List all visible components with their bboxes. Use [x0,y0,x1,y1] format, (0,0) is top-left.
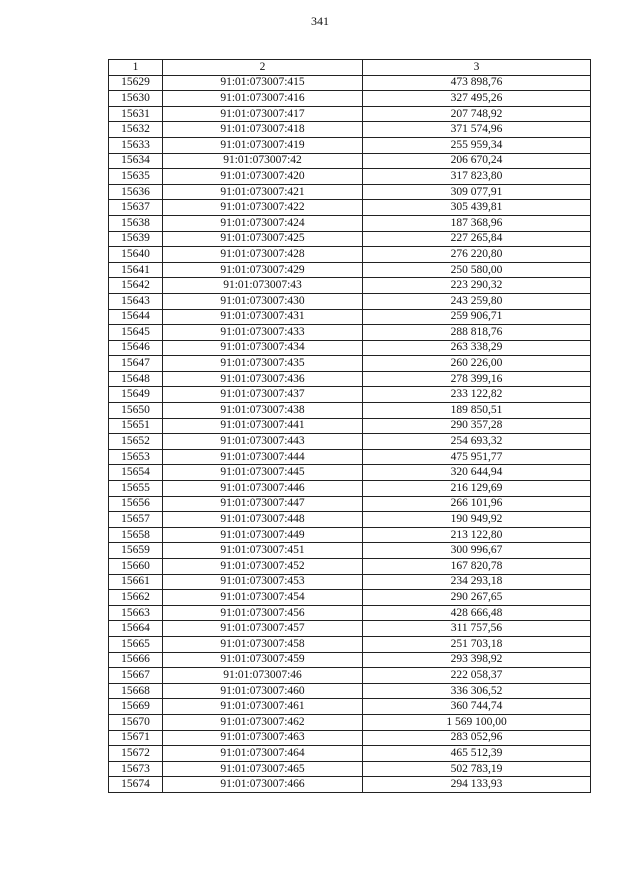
row-number-cell: 15640 [109,247,163,263]
row-number-cell: 15630 [109,91,163,107]
amount-cell: 1 569 100,00 [363,714,591,730]
amount-cell: 300 996,67 [363,543,591,559]
amount-cell: 336 306,52 [363,683,591,699]
table-row [109,325,591,341]
cadastral-number-cell: 91:01:073007:461 [163,699,363,715]
amount-cell: 216 129,69 [363,481,591,497]
cadastral-number-cell: 91:01:073007:453 [163,574,363,590]
cadastral-number-cell: 91:01:073007:433 [163,325,363,341]
row-number-cell: 15635 [109,169,163,185]
cadastral-number-cell: 91:01:073007:436 [163,371,363,387]
amount-cell: 223 290,32 [363,278,591,294]
amount-cell: 465 512,39 [363,746,591,762]
row-number-cell: 15653 [109,449,163,465]
table-row [109,184,591,200]
row-number-cell: 15647 [109,356,163,372]
amount-cell: 250 580,00 [363,262,591,278]
amount-cell: 309 077,91 [363,184,591,200]
row-number-cell: 15664 [109,621,163,637]
table-row [109,169,591,185]
row-number-cell: 15660 [109,559,163,575]
row-number-cell: 15671 [109,730,163,746]
cadastral-number-cell: 91:01:073007:422 [163,200,363,216]
amount-cell: 428 666,48 [363,605,591,621]
amount-cell: 167 820,78 [363,559,591,575]
cadastral-number-cell: 91:01:073007:443 [163,434,363,450]
cadastral-number-cell: 91:01:073007:415 [163,75,363,91]
table-row [109,512,591,528]
table-row [109,527,591,543]
table-row [109,309,591,325]
row-number-cell: 15662 [109,590,163,606]
table-row [109,403,591,419]
cadastral-number-cell: 91:01:073007:444 [163,449,363,465]
row-number-cell: 15636 [109,184,163,200]
amount-cell: 227 265,84 [363,231,591,247]
table-row [109,699,591,715]
amount-cell: 251 703,18 [363,636,591,652]
cadastral-number-cell: 91:01:073007:416 [163,91,363,107]
table-row [109,777,591,793]
row-number-cell: 15655 [109,481,163,497]
amount-cell: 305 439,81 [363,200,591,216]
table-row [109,668,591,684]
row-number-cell: 15665 [109,636,163,652]
amount-cell: 189 850,51 [363,403,591,419]
table-row [109,652,591,668]
amount-cell: 206 670,24 [363,153,591,169]
amount-cell: 290 357,28 [363,418,591,434]
amount-cell: 360 744,74 [363,699,591,715]
amount-cell: 263 338,29 [363,340,591,356]
amount-cell: 255 959,34 [363,137,591,153]
cadastral-number-cell: 91:01:073007:438 [163,403,363,419]
amount-cell: 293 398,92 [363,652,591,668]
amount-cell: 222 058,37 [363,668,591,684]
cadastral-number-cell: 91:01:073007:464 [163,746,363,762]
table-row [109,231,591,247]
table-row [109,730,591,746]
cadastral-number-cell: 91:01:073007:457 [163,621,363,637]
cadastral-number-cell: 91:01:073007:451 [163,543,363,559]
amount-cell: 190 949,92 [363,512,591,528]
cadastral-number-cell: 91:01:073007:449 [163,527,363,543]
cadastral-number-cell: 91:01:073007:434 [163,340,363,356]
cadastral-number-cell: 91:01:073007:459 [163,652,363,668]
amount-cell: 327 495,26 [363,91,591,107]
cadastral-number-cell: 91:01:073007:429 [163,262,363,278]
amount-cell: 234 293,18 [363,574,591,590]
cadastral-number-cell: 91:01:073007:424 [163,215,363,231]
row-number-cell: 15634 [109,153,163,169]
row-number-cell: 15666 [109,652,163,668]
amount-cell: 254 693,32 [363,434,591,450]
cadastral-number-cell: 91:01:073007:43 [163,278,363,294]
cadastral-number-cell: 91:01:073007:419 [163,137,363,153]
registry-table [108,59,591,793]
cadastral-number-cell: 91:01:073007:452 [163,559,363,575]
table-header [109,60,591,76]
row-number-cell: 15670 [109,714,163,730]
amount-cell: 276 220,80 [363,247,591,263]
row-number-cell: 15638 [109,215,163,231]
row-number-cell: 15651 [109,418,163,434]
row-number-cell: 15639 [109,231,163,247]
amount-cell: 371 574,96 [363,122,591,138]
cadastral-number-cell: 91:01:073007:462 [163,714,363,730]
table-row [109,278,591,294]
table-row [109,75,591,91]
amount-cell: 294 133,93 [363,777,591,793]
cadastral-number-cell: 91:01:073007:465 [163,761,363,777]
row-number-cell: 15646 [109,340,163,356]
amount-cell: 278 399,16 [363,371,591,387]
table-row [109,247,591,263]
amount-cell: 317 823,80 [363,169,591,185]
column-header-3: 3 [363,60,591,76]
table-row [109,761,591,777]
cadastral-number-cell: 91:01:073007:46 [163,668,363,684]
amount-cell: 473 898,76 [363,75,591,91]
amount-cell: 475 951,77 [363,449,591,465]
row-number-cell: 15637 [109,200,163,216]
table-row [109,465,591,481]
table-row [109,137,591,153]
row-number-cell: 15642 [109,278,163,294]
amount-cell: 320 644,94 [363,465,591,481]
row-number-cell: 15668 [109,683,163,699]
table-row [109,746,591,762]
cadastral-number-cell: 91:01:073007:441 [163,418,363,434]
table-row [109,200,591,216]
table-row [109,449,591,465]
row-number-cell: 15657 [109,512,163,528]
table-row [109,683,591,699]
row-number-cell: 15652 [109,434,163,450]
cadastral-number-cell: 91:01:073007:420 [163,169,363,185]
row-number-cell: 15672 [109,746,163,762]
row-number-cell: 15632 [109,122,163,138]
cadastral-number-cell: 91:01:073007:435 [163,356,363,372]
cadastral-number-cell: 91:01:073007:463 [163,730,363,746]
amount-cell: 283 052,96 [363,730,591,746]
table-row [109,496,591,512]
column-header-1: 1 [109,60,163,76]
row-number-cell: 15629 [109,75,163,91]
cadastral-number-cell: 91:01:073007:428 [163,247,363,263]
table-row [109,293,591,309]
cadastral-number-cell: 91:01:073007:418 [163,122,363,138]
amount-cell: 311 757,56 [363,621,591,637]
table-row [109,714,591,730]
table-row [109,262,591,278]
amount-cell: 502 783,19 [363,761,591,777]
cadastral-number-cell: 91:01:073007:42 [163,153,363,169]
table-row [109,574,591,590]
row-number-cell: 15667 [109,668,163,684]
table-row [109,543,591,559]
row-number-cell: 15633 [109,137,163,153]
amount-cell: 259 906,71 [363,309,591,325]
cadastral-number-cell: 91:01:073007:448 [163,512,363,528]
row-number-cell: 15674 [109,777,163,793]
table-row [109,215,591,231]
amount-cell: 288 818,76 [363,325,591,341]
row-number-cell: 15661 [109,574,163,590]
row-number-cell: 15645 [109,325,163,341]
table-row [109,621,591,637]
cadastral-number-cell: 91:01:073007:417 [163,106,363,122]
table-row [109,636,591,652]
cadastral-number-cell: 91:01:073007:446 [163,481,363,497]
table-row [109,434,591,450]
cadastral-number-cell: 91:01:073007:431 [163,309,363,325]
row-number-cell: 15649 [109,387,163,403]
table-body [109,75,591,792]
cadastral-number-cell: 91:01:073007:421 [163,184,363,200]
table-row [109,481,591,497]
table-row [109,418,591,434]
row-number-cell: 15658 [109,527,163,543]
row-number-cell: 15648 [109,371,163,387]
page-number: 341 [311,14,329,28]
row-number-cell: 15650 [109,403,163,419]
table-row [109,91,591,107]
cadastral-number-cell: 91:01:073007:445 [163,465,363,481]
column-header-2: 2 [163,60,363,76]
row-number-cell: 15631 [109,106,163,122]
table-row [109,356,591,372]
table-row [109,153,591,169]
cadastral-number-cell: 91:01:073007:456 [163,605,363,621]
row-number-cell: 15663 [109,605,163,621]
cadastral-number-cell: 91:01:073007:466 [163,777,363,793]
row-number-cell: 15641 [109,262,163,278]
cadastral-number-cell: 91:01:073007:437 [163,387,363,403]
cadastral-number-cell: 91:01:073007:460 [163,683,363,699]
row-number-cell: 15669 [109,699,163,715]
cadastral-number-cell: 91:01:073007:425 [163,231,363,247]
amount-cell: 187 368,96 [363,215,591,231]
table-row [109,387,591,403]
row-number-cell: 15659 [109,543,163,559]
header-row [109,60,591,76]
cadastral-number-cell: 91:01:073007:454 [163,590,363,606]
row-number-cell: 15644 [109,309,163,325]
amount-cell: 290 267,65 [363,590,591,606]
row-number-cell: 15654 [109,465,163,481]
cadastral-number-cell: 91:01:073007:447 [163,496,363,512]
row-number-cell: 15656 [109,496,163,512]
amount-cell: 233 122,82 [363,387,591,403]
table-row [109,605,591,621]
table-row [109,559,591,575]
table-row [109,590,591,606]
table-row [109,122,591,138]
row-number-cell: 15643 [109,293,163,309]
table-row [109,106,591,122]
row-number-cell: 15673 [109,761,163,777]
amount-cell: 213 122,80 [363,527,591,543]
table-row [109,340,591,356]
amount-cell: 260 226,00 [363,356,591,372]
amount-cell: 243 259,80 [363,293,591,309]
cadastral-number-cell: 91:01:073007:430 [163,293,363,309]
table-row [109,371,591,387]
cadastral-number-cell: 91:01:073007:458 [163,636,363,652]
amount-cell: 207 748,92 [363,106,591,122]
amount-cell: 266 101,96 [363,496,591,512]
